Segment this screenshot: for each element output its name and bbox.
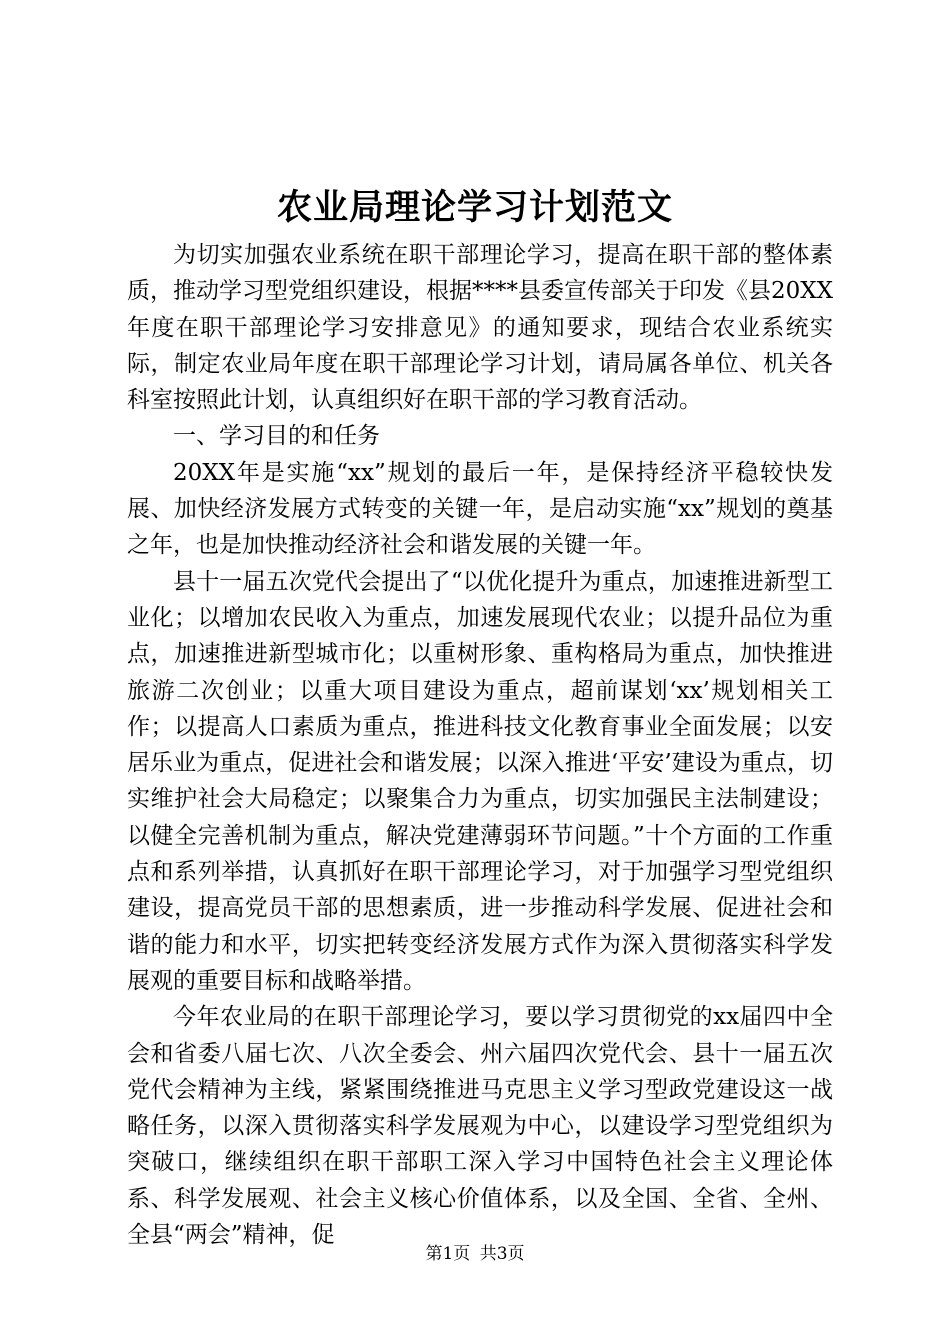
document-title: 农业局理论学习计划范文: [276, 187, 673, 228]
page-total: 共3页: [479, 1244, 525, 1264]
document-body: [127, 237, 833, 1253]
paragraph-plan: 今年农业局的在职干部理论学习，要以学习贯彻党的xx届四中全会和省委八届七次、八次全委会、州六届四次党代会、县十一届五次党代会精神为主线，紧紧围绕推进马克思主义学习型政党建设这一战略任务，以深入贯彻落实科学发展观为中心，以建设学习型党组织为突破口，继续组织在职干部职工深入学习中国特色社会主义理论体系、科学发展观、社会主义核心价值体系，以及全国、全省、全州、全县“两会”精神，促: [127, 1004, 833, 1249]
section-heading: 一、学习目的和任务: [173, 423, 380, 450]
paragraph-congress: 县十一届五次党代会提出了“以优化提升为重点，加速推进新型工业化；以增加农民收入为重点，加速发展现代农业；以提升品位为重点，加速推进新型城市化；以重树形象、重构格局为重点，加快推进旅游二次创业；以重大项目建设为重点，超前谋划‘xx’规划相关工作；以提高人口素质为重点，推进科技文化教育事业全面发展；以安居乐业为重点，促进社会和谐发展；以深入推进‘平安’建设为重点，切实维护社会大局稳定；以聚集合力为重点，切实加强民主法制建设；以健全完善机制为重点，解决党建薄弱环节问题。”十个方面的工作重点和系列举措，认真抓好在职干部理论学习，对于加强学习型党组织建设，提高党员干部的思想素质，进一步推动科学发展、促进社会和谐的能力和水平，切实把转变经济发展方式作为深入贯彻落实科学发展观的重要目标和战略举措。: [127, 568, 833, 994]
paragraph-context: 20XX年是实施“xx”规划的最后一年，是保持经济平稳较快发展、加快经济发展方式转变的关键一年，是启动实施“xx”规划的奠基之年，也是加快推动经济社会和谐发展的关键一年。: [127, 459, 833, 559]
paragraph-intro: 为切实加强农业系统在职干部理论学习，提高在职干部的整体素质，推动学习型党组织建设，根据****县委宣传部关于印发《县20XX年度在职干部理论学习安排意见》的通知要求，现结合农业系统实际，制定农业局年度在职干部理论学习计划，请局属各单位、机关各科室按照此计划，认真组织好在职干部的学习教育活动。: [127, 242, 834, 414]
page-number: 第1页: [425, 1244, 471, 1264]
page-footer: [0, 1242, 950, 1266]
